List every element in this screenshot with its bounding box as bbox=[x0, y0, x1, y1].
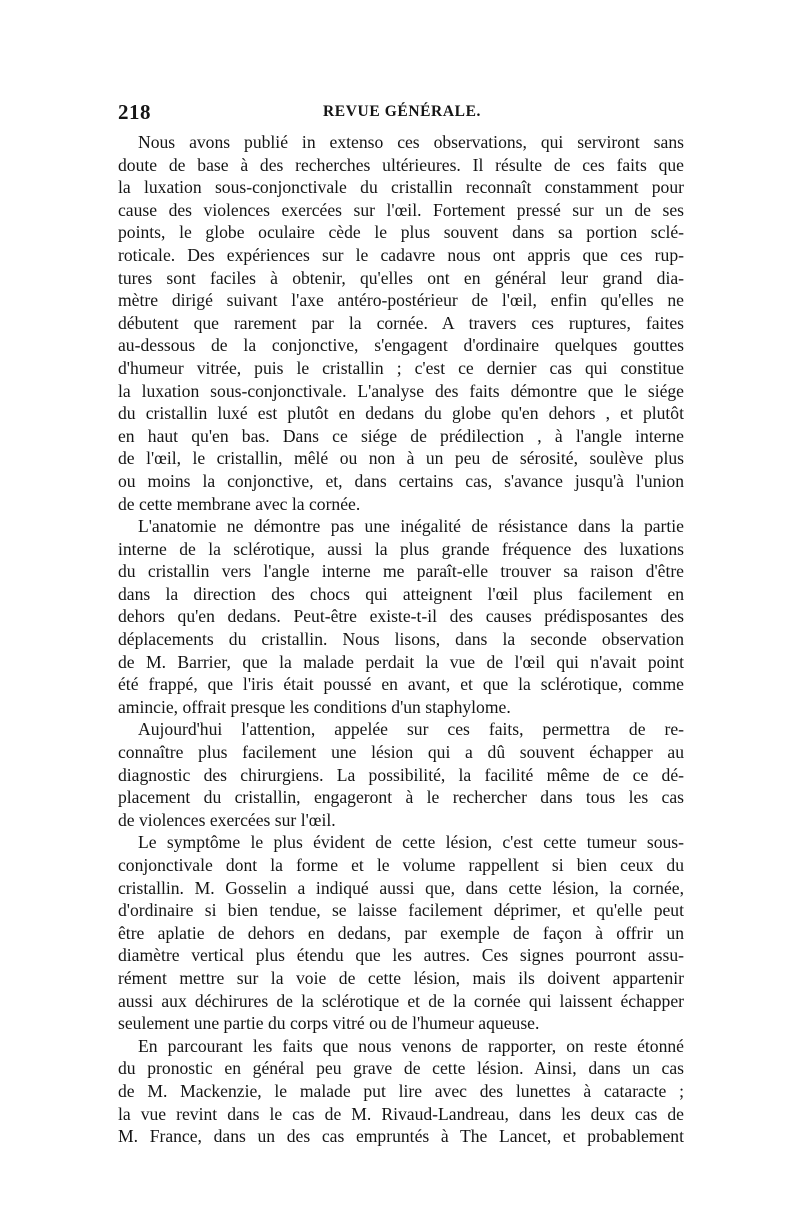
text-line: de M. Barrier, que la malade perdait la vue de l'œil qui n'avait point bbox=[118, 651, 684, 672]
text-line: du pronostic en général peu grave de cette lésion. Ainsi, dans un cas bbox=[118, 1058, 684, 1079]
text-line: être aplatie de dehors en dedans, par exemple de façon à offrir un bbox=[118, 922, 684, 943]
text-line: L'anatomie ne démontre pas une inégalité de résistance dans la partie bbox=[138, 516, 684, 537]
text-line: au-dessous de la conjonctive, s'engagent d'ordinaire quelques gouttes bbox=[118, 335, 684, 356]
text-line: d'ordinaire si bien tendue, se laisse facilement déprimer, et qu'elle peut bbox=[118, 900, 684, 921]
text-line: la vue revint dans le cas de M. Rivaud-Landreau, dans les deux cas de bbox=[118, 1103, 684, 1124]
text-line: débutent que rarement par la cornée. A travers ces ruptures, faites bbox=[118, 312, 684, 333]
text-line: ou moins la conjonctive, et, dans certains cas, s'avance jusqu'à l'union bbox=[118, 470, 684, 491]
text-line: rément mettre sur la voie de cette lésion, mais ils doivent appartenir bbox=[118, 967, 684, 988]
paragraph-2 bbox=[118, 515, 684, 718]
running-title: REVUE GÉNÉRALE. bbox=[323, 103, 481, 120]
text-line: cristallin. M. Gosselin a indiqué aussi que, dans cette lésion, la cornée, bbox=[118, 877, 684, 898]
text-line: été frappé, que l'iris était poussé en avant, et que la sclérotique, comme bbox=[118, 674, 684, 695]
text-line: la luxation sous-conjonctivale. L'analyse des faits démontre que le siége bbox=[118, 380, 684, 401]
running-head bbox=[118, 100, 686, 128]
text-line: M. France, dans un des cas empruntés à The Lancet, et probablement bbox=[118, 1126, 684, 1147]
paragraph-4 bbox=[118, 831, 684, 1034]
text-line: tures sont faciles à obtenir, qu'elles ont en général leur grand dia- bbox=[118, 267, 684, 288]
text-line: cause des violences exercées sur l'œil. Fortement pressé sur un de ses bbox=[118, 199, 684, 220]
text-line: d'humeur vitrée, puis le cristallin ; c'est ce dernier cas qui constitue bbox=[118, 357, 684, 378]
text-line: dans la direction des chocs qui atteignent l'œil plus facilement en bbox=[118, 583, 684, 604]
paragraph-3 bbox=[118, 718, 684, 831]
text-line: diamètre vertical plus étendu que les autres. Ces signes pourront assu- bbox=[118, 945, 684, 966]
text-line: seulement une partie du corps vitré ou de l'humeur aqueuse. bbox=[118, 1013, 540, 1034]
text-line: en haut qu'en bas. Dans ce siége de prédilection , à l'angle interne bbox=[118, 425, 684, 446]
text-line: dehors qu'en dedans. Peut-être existe-t-il des causes prédisposantes des bbox=[118, 606, 684, 627]
text-line: Le symptôme le plus évident de cette lésion, c'est cette tumeur sous- bbox=[138, 832, 684, 853]
text-line: du cristallin luxé est plutôt en dedans du globe qu'en dehors , et plutôt bbox=[118, 403, 684, 424]
text-line: déplacements du cristallin. Nous lisons, dans la seconde observation bbox=[118, 629, 684, 650]
text-line: de cette membrane avec la cornée. bbox=[118, 493, 361, 514]
text-line: Nous avons publié in extenso ces observations, qui serviront sans bbox=[138, 132, 684, 152]
text-line: de M. Mackenzie, le malade put lire avec des lunettes à cataracte ; bbox=[118, 1080, 684, 1101]
paragraph-1 bbox=[118, 131, 684, 515]
text-line: conjonctivale dont la forme et le volume rappellent si bien ceux du bbox=[118, 855, 684, 875]
text-line: amincie, offrait presque les conditions d'un staphylome. bbox=[118, 696, 511, 717]
text-line: mètre dirigé suivant l'axe antéro-postérieur de l'œil, enfin qu'elles ne bbox=[118, 290, 684, 311]
text-line: doute de base à des recherches ultérieures. Il résulte de ces faits que bbox=[118, 154, 684, 175]
page-number: 218 bbox=[118, 100, 151, 124]
text-line: points, le globe oculaire cède le plus souvent dans sa portion sclé- bbox=[118, 222, 684, 243]
text-line: la luxation sous-conjonctivale du cristallin reconnaît constamment pour bbox=[118, 177, 684, 198]
text-line: En parcourant les faits que nous venons de rapporter, on reste étonné bbox=[138, 1035, 684, 1056]
text-line: interne de la sclérotique, aussi la plus grande fréquence des luxations bbox=[118, 538, 684, 559]
text-line: Aujourd'hui l'attention, appelée sur ces faits, permettra de re- bbox=[138, 719, 684, 740]
body-text bbox=[118, 131, 684, 1148]
text-line: de l'œil, le cristallin, mêlé ou non à un peu de sérosité, soulève plus bbox=[118, 448, 684, 469]
text-line: de violences exercées sur l'œil. bbox=[118, 809, 336, 830]
text-line: placement du cristallin, engageront à le rechercher dans tous les cas bbox=[118, 787, 684, 808]
paragraph-5 bbox=[118, 1035, 684, 1148]
text-line: roticale. Des expériences sur le cadavre nous ont appris que ces rup- bbox=[118, 244, 684, 265]
text-line: diagnostic des chirurgiens. La possibilité, la facilité même de ce dé- bbox=[118, 764, 684, 785]
text-line: connaître plus facilement une lésion qui a dû souvent échapper au bbox=[118, 742, 684, 763]
text-line: du cristallin vers l'angle interne me paraît-elle trouver sa raison d'être bbox=[118, 561, 684, 582]
text-line: aussi aux déchirures de la sclérotique et de la cornée qui laissent échapper bbox=[118, 990, 684, 1011]
